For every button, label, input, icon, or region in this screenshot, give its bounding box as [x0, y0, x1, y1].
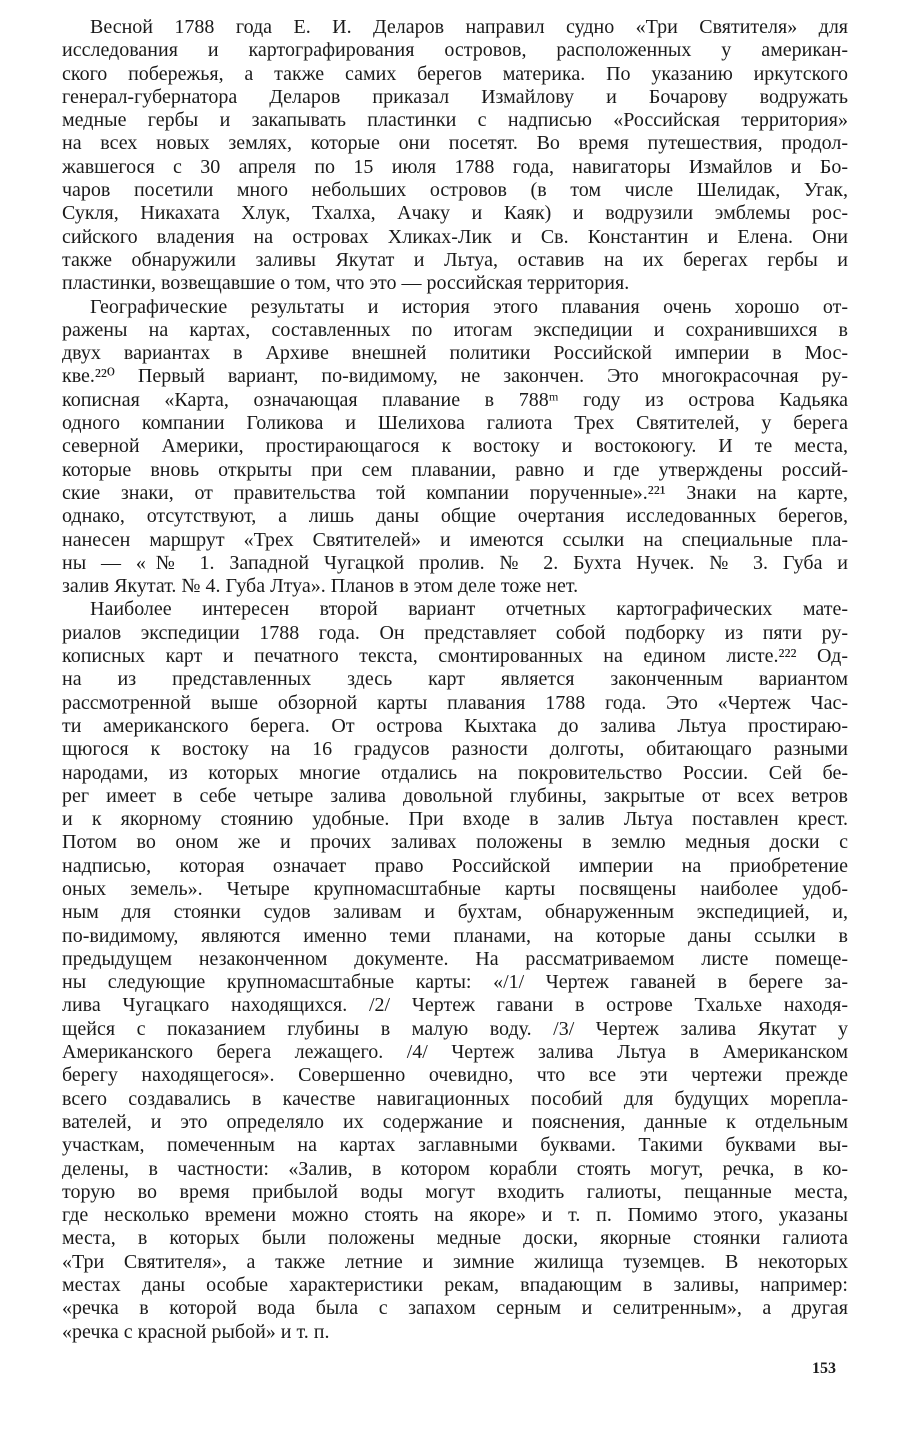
text-line: ны следующие крупномасштабные карты: «/1/ Чертеж гаваней в береге за- — [62, 971, 848, 994]
text-line: торую во время прибылой воды могут входить галиоты, пещанные места, — [62, 1180, 848, 1203]
text-line: и к якорному стоянию удобные. При входе в залив Льтуа поставлен крест. — [62, 808, 848, 831]
text-line: «Три Святителя», а также летние и зимние жилища туземцев. В некоторых — [62, 1250, 848, 1273]
text-line: ские знаки, от правительства той компании порученные».²²¹ Знаки на карте, — [62, 481, 848, 504]
text-line: кописная «Карта, означающая плавание в 788ᵐ году из острова Кадьяка — [62, 388, 848, 411]
text-line: Географические результаты и история этого плавания очень хорошо от- — [90, 295, 848, 318]
text-line: которые вновь открыты при сем плавании, равно и где утверждены россий- — [62, 458, 848, 481]
paragraph — [62, 16, 848, 296]
text-line: рег имеет в себе четыре залива довольной глубины, закрытые от всех ветров — [62, 784, 848, 807]
text-line: жавшегося с 30 апреля по 15 июля 1788 года, навигаторы Измайлов и Бо- — [62, 155, 848, 178]
text-line: генерал-губернатора Деларов приказал Измайлову и Бочарову водружать — [62, 85, 848, 108]
text-line: предыдущем незаконченном документе. На рассматриваемом листе помеще- — [62, 947, 848, 970]
text-line: рассмотренной выше обзорной карты плавания 1788 года. Это «Чертеж Час- — [62, 691, 848, 714]
text-line: одного компании Голикова и Шелихова галиота Трех Святителей, у берега — [62, 412, 848, 435]
text-line: «речка с красной рыбой» и т. п. — [62, 1320, 330, 1343]
text-line: лива Чугацкаго находящихся. /2/ Чертеж гавани в острове Тхальхе находя- — [62, 994, 848, 1017]
text-line: участкам, помеченным на картах заглавными буквами. Такими буквами вы- — [62, 1134, 848, 1157]
page-number: 153 — [812, 1360, 836, 1377]
text-line: кописных карт и печатного текста, смонтированных на едином листе.²²² Од- — [62, 645, 848, 668]
text-line: кве.²²⁰ Первый вариант, по-видимому, не закончен. Это многокрасочная ру- — [62, 365, 848, 388]
text-line: однако, отсутствуют, а лишь даны общие очертания исследованных берегов, — [62, 505, 848, 528]
text-line: щюгося к востоку на 16 градусов разности долготы, обитающаго разными — [62, 738, 848, 761]
text-line: народами, из которых многие отдались на покровительство России. Сей бе- — [62, 761, 848, 784]
text-line: на всех новых землях, которые они посетят. Во время путешествия, продол- — [62, 132, 848, 155]
text-line: исследования и картографирования островов, расположенных у американ- — [62, 39, 848, 62]
text-line: ны — «№ 1. Западной Чугацкой пролив. № 2. Бухта Нучек. № 3. Губа и — [62, 551, 848, 574]
text-line: оных земель». Четыре крупномасштабные карты посвящены наиболее удоб- — [62, 877, 848, 900]
text-line: ным для стоянки судов заливам и бухтам, обнаруженным экспедицией, и, — [62, 901, 848, 924]
text-line: северной Америки, простирающагося к востоку и востокоюгу. И те места, — [62, 435, 848, 458]
text-line: местах даны особые характеристики рекам, впадающим в заливы, например: — [62, 1274, 848, 1297]
text-line: Потом во оном же и прочих заливах положены в землю медныя доски с — [62, 831, 848, 854]
text-line: ражены на картах, составленных по итогам экспедиции и сохранившихся в — [62, 318, 848, 341]
text-line: Сукля, Никахата Хлук, Тхалха, Ачаку и Каяк) и водрузили эмблемы рос- — [62, 202, 848, 225]
paragraph — [62, 296, 848, 599]
paragraph — [62, 598, 848, 1344]
text-line: всего создавались в качестве навигационных пособий для будущих морепла- — [62, 1087, 848, 1110]
text-line: чаров посетили много небольших островов (в том числе Шелидак, Угак, — [62, 179, 848, 202]
text-line: вателей, и это определяло их содержание и пояснения, данные к отдельным — [62, 1110, 848, 1133]
text-line: ти американского берега. От острова Кыхтака до залива Льтуа простираю- — [62, 714, 848, 737]
page-body — [62, 16, 848, 1344]
text-line: на из представленных здесь карт является законченным вариантом — [62, 668, 848, 691]
text-line: медные гербы и закапывать пластинки с надписью «Российская территория» — [62, 109, 848, 132]
text-line: пластинки, возвещавшие о том, что это — российская территория. — [62, 272, 630, 295]
text-line: также обнаружили заливы Якутат и Льтуа, оставив на их берегах гербы и — [62, 248, 848, 271]
text-line: двух вариантах в Архиве внешней политики Российской империи в Мос- — [62, 342, 848, 365]
text-line: Весной 1788 года Е. И. Деларов направил судно «Три Святителя» для — [90, 16, 848, 38]
text-line: залив Якутат. № 4. Губа Лтуа». Планов в этом деле тоже нет. — [62, 575, 579, 598]
text-line: нанесен маршрут «Трех Святителей» и имеются ссылки на специальные пла- — [62, 528, 848, 551]
text-line: «речка в которой вода была с запахом серным и селитренным», а другая — [62, 1297, 848, 1320]
text-line: где несколько времени можно стоять на якоре» и т. п. Помимо этого, указаны — [62, 1204, 848, 1227]
text-line: по-видимому, являются именно теми планами, на которые даны ссылки в — [62, 924, 848, 947]
text-line: делены, в частности: «Залив, в котором корабли стоять могут, речка, в ко- — [62, 1157, 848, 1180]
text-line: надписью, которая означает право Российской империи на приобретение — [62, 854, 848, 877]
text-line: Наиболее интересен второй вариант отчетных картографических мате- — [90, 598, 848, 621]
text-line: Американского берега лежащего. /4/ Чертеж залива Льтуа в Американском — [62, 1041, 848, 1064]
text-line: щейся с показанием глубины в малую воду. /3/ Чертеж залива Якутат у — [62, 1017, 848, 1040]
text-line: сийского владения на островах Хликах-Лик и Св. Константин и Елена. Они — [62, 225, 848, 248]
text-line: ского побережья, а также самих берегов материка. По указанию иркутского — [62, 62, 848, 85]
text-line: места, в которых были положены медные доски, якорные стоянки галиота — [62, 1227, 848, 1250]
text-line: риалов экспедиции 1788 года. Он представляет собой подборку из пяти ру- — [62, 621, 848, 644]
text-line: берегу находящегося». Совершенно очевидно, что все эти чертежи прежде — [62, 1064, 848, 1087]
